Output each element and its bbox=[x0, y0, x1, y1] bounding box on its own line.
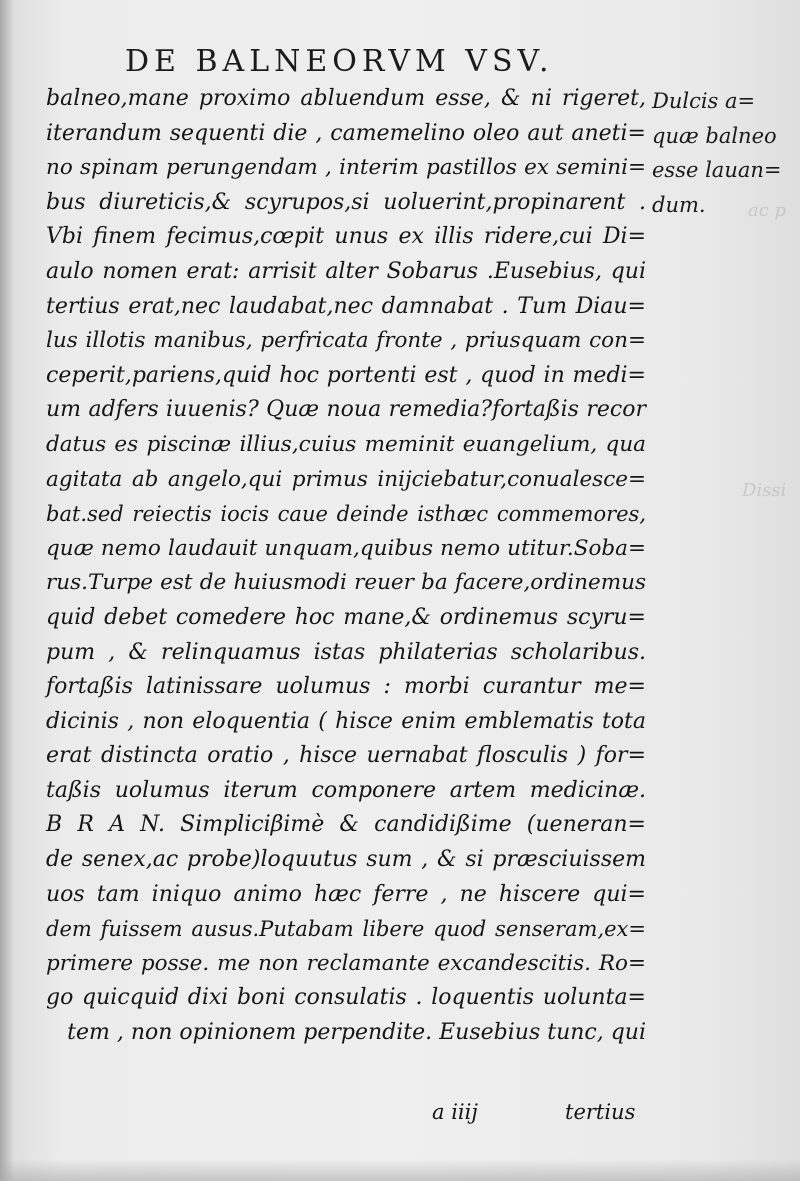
text-line: dem fuissem ausus.Putabam libere quod senseram,ex= bbox=[46, 917, 646, 942]
text-line: tem , non opinionem perpendite. Eusebius tunc, qui bbox=[67, 1020, 646, 1046]
page-bottom-shadow bbox=[0, 1159, 800, 1181]
text-line: bat.sed reiectis iocis caue deinde isthæc commemores, bbox=[46, 502, 646, 527]
text-line: no spinam perungendam , interim pastillos ex semini= bbox=[46, 155, 646, 181]
signature-mark: a iiij bbox=[432, 1100, 478, 1124]
text-line: go quicquid dixi boni consulatis . loquentis uolunta= bbox=[46, 985, 646, 1011]
catchword: tertius bbox=[565, 1100, 636, 1124]
gutter-shadow bbox=[0, 0, 14, 1181]
text-line: de senex,ac probe)loquutus sum , & si præsciuissem bbox=[46, 847, 646, 873]
text-line: Vbi finem fecimus,cœpit unus ex illis ridere,cui Di= bbox=[46, 224, 646, 250]
margin-note-line: Dulcis a= bbox=[652, 89, 756, 113]
margin-note bbox=[652, 84, 792, 222]
bleed-through-text: Dissi bbox=[742, 480, 787, 501]
text-line: primere posse. me non reclamante excandescitis. Ro= bbox=[46, 950, 646, 976]
text-line: B R A N. Simpliciβimè & candidißime (ueneran= bbox=[46, 812, 646, 838]
margin-note-line: quæ balneo bbox=[652, 123, 777, 148]
text-line: iterandum sequenti die , camemelino oleo aut aneti= bbox=[46, 120, 646, 146]
text-line: tertius erat,nec laudabat,nec damnabat . Tum Diau= bbox=[46, 293, 646, 319]
text-line: lus illotis manibus, perfricata fronte , priusquam con= bbox=[46, 328, 646, 354]
text-line: ceperit,pariens,quid hoc portenti est , quod in medi= bbox=[46, 362, 646, 388]
text-line: datus es piscinæ illius,cuius meminit euangelium, qua bbox=[46, 431, 646, 457]
text-line: bus diureticis,& scyrupos,si uoluerint,propinarent . bbox=[46, 189, 646, 215]
text-line: uos tam iniquo animo hæc ferre , ne hiscere qui= bbox=[46, 881, 646, 907]
text-line: fortaßis latinissare uolumus : morbi curantur me= bbox=[46, 674, 646, 700]
margin-note-line: esse lauan= bbox=[652, 158, 782, 183]
body-text bbox=[46, 82, 646, 1051]
margin-note-line: dum. bbox=[652, 192, 706, 217]
text-line: balneo,mane proximo abluendum esse, & ni rigeret, bbox=[46, 86, 646, 111]
text-line: aulo nomen erat: arrisit alter Sobarus .Eusebius, qui bbox=[46, 258, 646, 284]
text-line: rus.Turpe est de huiusmodi reuer ba facere,ordinemus bbox=[46, 570, 646, 596]
text-line: taßis uolumus iterum componere artem medicinæ. bbox=[46, 777, 646, 803]
text-line: agitata ab angelo,qui primus inijciebatur,conualesce= bbox=[46, 466, 646, 492]
text-line: erat distincta oratio , hisce uernabat flosculis ) for= bbox=[46, 743, 646, 769]
text-line: pum , & relinquamus istas philaterias scholaribus. bbox=[46, 639, 646, 665]
text-line: dicinis , non eloquentia ( hisce enim emblematis tota bbox=[46, 708, 646, 734]
running-header: DE BALNEORVM VSV. bbox=[125, 44, 554, 79]
bleed-through-text: ac p bbox=[748, 200, 787, 221]
text-line: um adfers iuuenis? Quæ noua remedia?fortaßis recor bbox=[46, 397, 646, 423]
text-line: quid debet comedere hoc mane,& ordinemus scyru= bbox=[46, 604, 646, 630]
text-line: quæ nemo laudauit unquam,quibus nemo utitur.Soba= bbox=[46, 535, 646, 561]
